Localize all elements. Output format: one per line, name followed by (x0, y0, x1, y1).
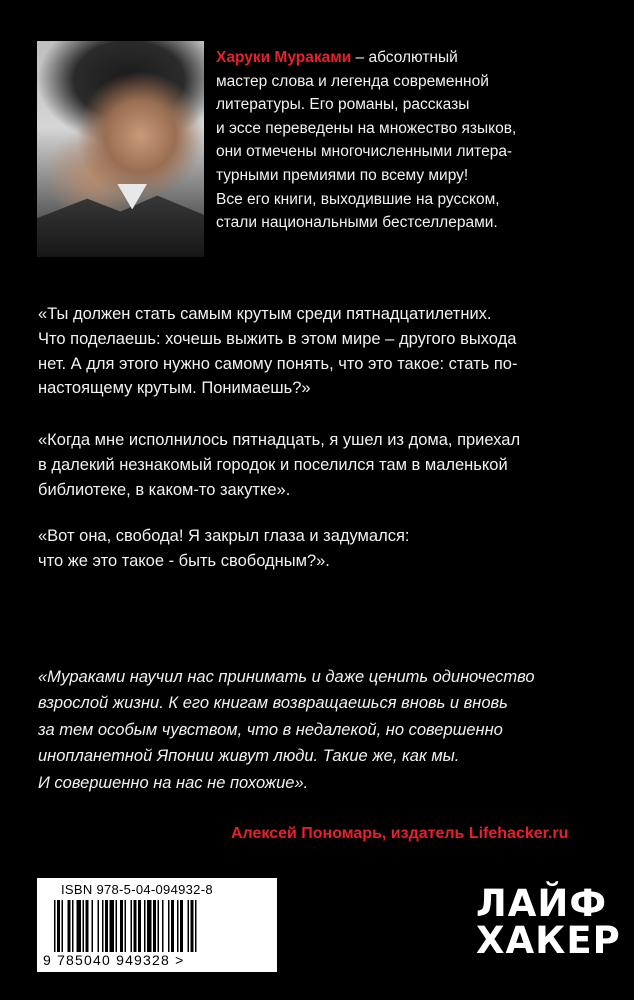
barcode-bar (110, 900, 115, 952)
barcode-bar (144, 900, 146, 952)
author-name: Харуки Мураками (216, 49, 352, 66)
barcode-bar (138, 900, 141, 952)
bio-line-4: они отмечены многочисленными литера- (216, 143, 513, 161)
quote-3-line-1: что же это такое - быть свободным?». (38, 551, 330, 570)
barcode-bar (92, 900, 94, 952)
bio-line-5: турными премиями по всему миру! (216, 166, 469, 184)
publisher-logo-line-1: ЛАЙФ (476, 882, 608, 925)
isbn-label: ISBN 978-5-04-094932-8 (61, 882, 213, 897)
book-quote-1 (38, 302, 608, 401)
barcode-bar (180, 900, 183, 952)
barcode-bar (195, 900, 197, 952)
author-bio (216, 46, 526, 235)
barcode-bar (62, 900, 64, 952)
bio-line-1: мастер слова и легенда современной (216, 72, 489, 90)
barcode-bar (105, 900, 108, 952)
review-line-1: взрослой жизни. К его книгам возвращаешься вновь и вновь (38, 694, 508, 713)
barcode-bar (147, 900, 152, 952)
barcode-bar (171, 900, 174, 952)
barcode-bar (177, 900, 179, 952)
barcode-bar (131, 900, 133, 952)
quote-1-line-0: «Ты должен стать самым крутым среди пятнадцатилетних. (38, 305, 492, 323)
barcode-bar (102, 900, 104, 952)
publisher-review (38, 664, 608, 796)
quote-1-line-3: настоящему крутым. Понимаешь?» (38, 379, 311, 398)
review-line-0: «Мураками научил нас принимать и даже ценить одиночество (38, 668, 535, 686)
barcode-bar (86, 900, 89, 952)
book-quote-3 (38, 524, 608, 574)
barcode-bar (98, 900, 100, 952)
bio-line-0: – абсолютный (351, 49, 458, 66)
quote-1-line-2: нет. А для этого нужно самому понять, что это такое: стать по- (38, 354, 518, 373)
barcode-bar (77, 900, 82, 952)
quote-2-line-2: библиотеке, в каком-то закутке». (38, 480, 291, 499)
bio-line-6: Все его книги, выходившие на русском, (216, 190, 500, 208)
quote-3-line-0: «Вот она, свобода! Я закрыл глаза и задумался: (38, 527, 410, 545)
barcode-bar (54, 900, 56, 952)
barcode-bar (158, 900, 160, 952)
barcode-bar (125, 900, 127, 952)
bio-line-7: стали национальными бестселлерами. (216, 214, 498, 232)
barcode-bars (54, 900, 260, 952)
quote-2-line-0: «Когда мне исполнилось пятнадцать, я ушел из дома, приехал (38, 431, 521, 449)
barcode-bar (153, 900, 156, 952)
review-line-3: инопланетной Японии живут люди. Такие же, как мы. (38, 747, 460, 766)
review-attribution: Алексей Пономарь, издатель Lifehacker.ru (231, 825, 569, 842)
barcode-bar (188, 900, 190, 952)
barcode-digits: 9 785040 949328 > (43, 952, 185, 968)
bio-line-2: литературы. Его романы, рассказы (216, 96, 470, 114)
quote-2-line-1: в далекий незнакомый городок и поселился там в маленькой (38, 455, 508, 474)
author-photo-shirt (37, 192, 204, 257)
barcode-bar (68, 900, 71, 952)
barcode-bar (191, 900, 194, 952)
barcode-bar (168, 900, 170, 952)
barcode-bar (120, 900, 123, 952)
book-quote-2 (38, 428, 608, 502)
barcode-bar (83, 900, 85, 952)
author-photo (37, 41, 204, 257)
barcode-bar (72, 900, 74, 952)
review-line-4: И совершенно на нас не похожие». (38, 773, 309, 792)
barcode-bar (162, 900, 164, 952)
barcode-bar (57, 900, 60, 952)
bio-line-3: и эссе переведены на множество языков, (216, 119, 517, 137)
barcode-bar (116, 900, 118, 952)
publisher-logo-line-2: ХАКЕР (476, 919, 621, 962)
quote-1-line-1: Что поделаешь: хочешь выжить в этом мире – другого выхода (38, 329, 517, 348)
isbn-barcode (37, 878, 277, 972)
barcode-bar (134, 900, 137, 952)
publisher-logo (476, 882, 621, 962)
review-line-2: за тем особым чувством, что в недалекой, но совершенно (38, 720, 503, 739)
